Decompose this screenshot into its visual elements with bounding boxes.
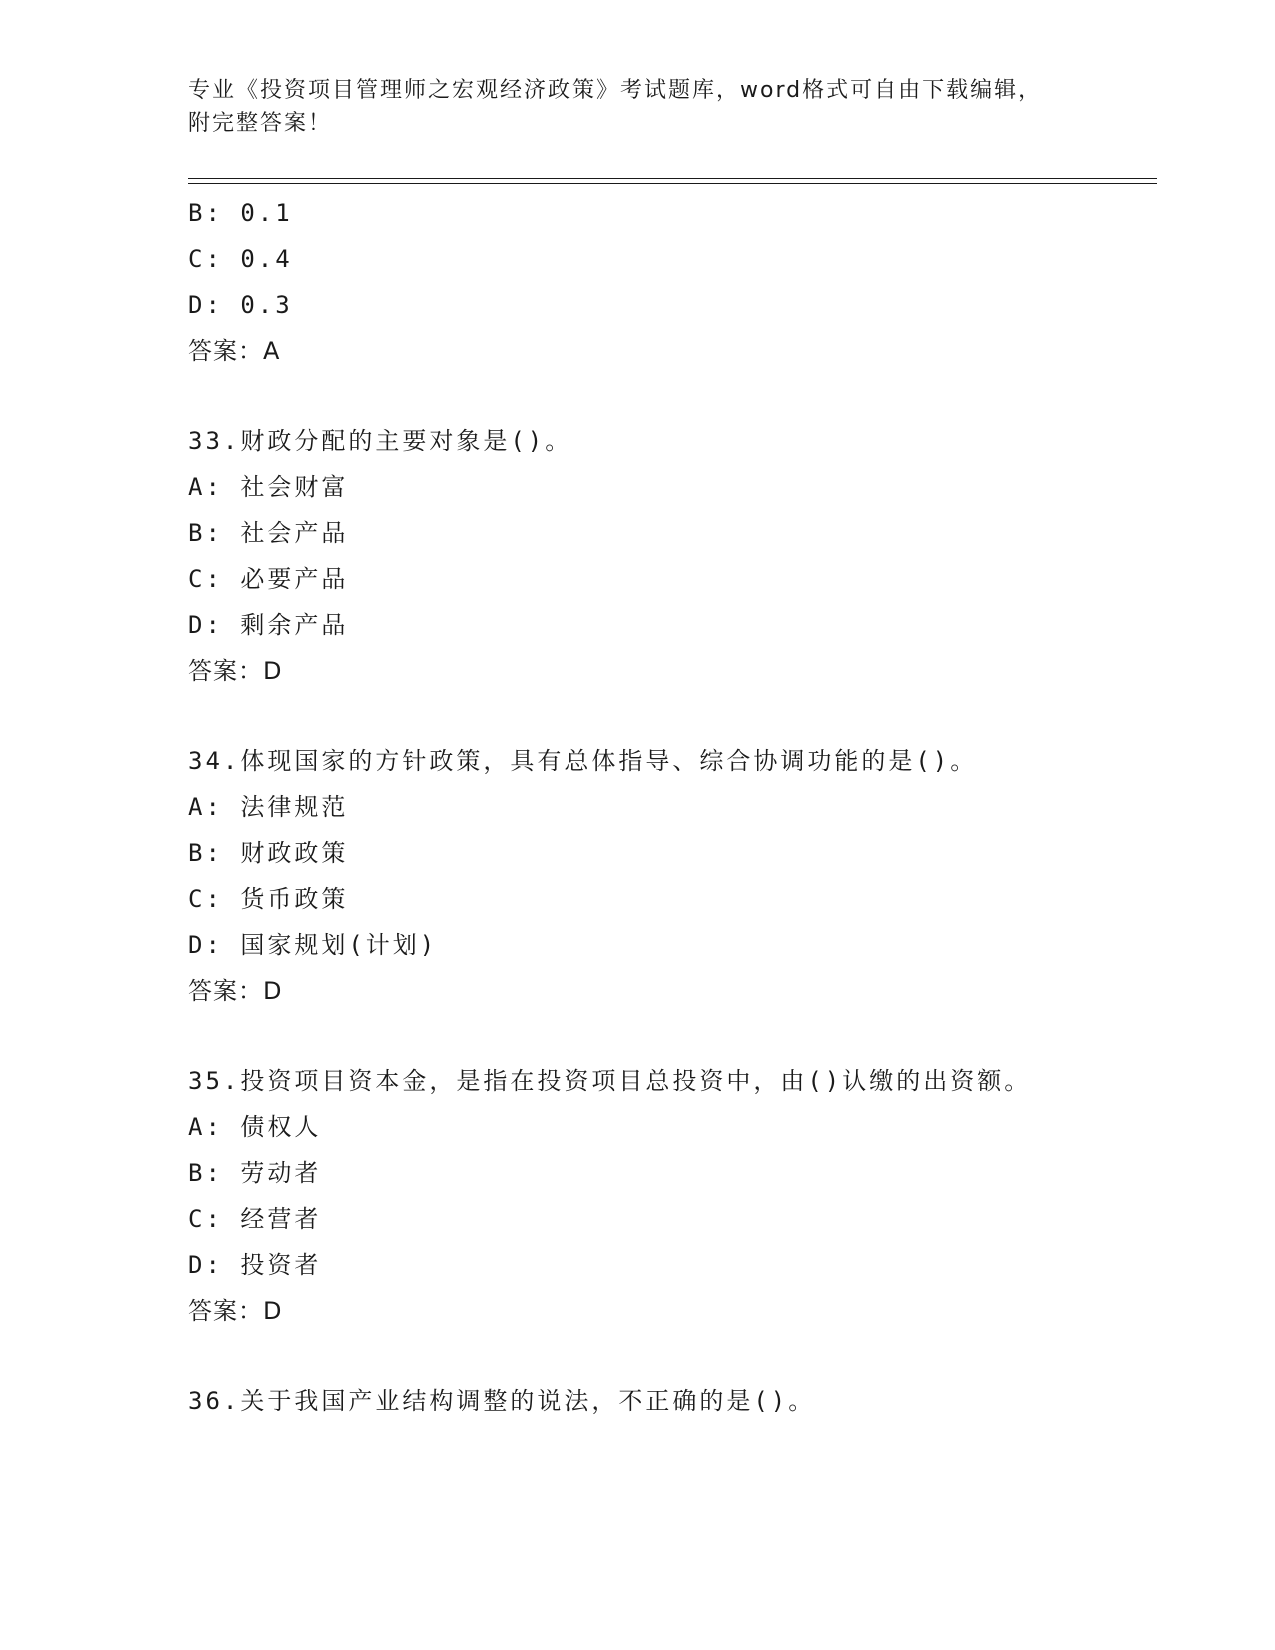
option-d: D: 国家规划(计划) xyxy=(188,931,438,959)
option-c: C: 货币政策 xyxy=(188,885,349,913)
option-b: B: 社会产品 xyxy=(188,519,349,547)
option-c: C: 必要产品 xyxy=(188,565,349,593)
header-line-2: 附完整答案！ xyxy=(188,111,333,136)
option-b: B: 0.1 xyxy=(188,199,293,227)
option-d: D: 剩余产品 xyxy=(188,611,349,639)
option-d: D: 投资者 xyxy=(188,1251,322,1279)
option-c: C: 经营者 xyxy=(188,1205,322,1233)
header-line-1: 专业《投资项目管理师之宏观经济政策》考试题库，word格式可自由下载编辑， xyxy=(188,78,1043,103)
option-b: B: 劳动者 xyxy=(188,1159,322,1187)
option-a: A: 债权人 xyxy=(188,1113,322,1141)
question-block-35 xyxy=(188,1058,1157,1334)
option-b: B: 财政政策 xyxy=(188,839,349,867)
answer-line: 答案：D xyxy=(188,1297,283,1325)
answer-line: 答案：D xyxy=(188,977,283,1005)
question-block-34 xyxy=(188,738,1157,1014)
question-stem: 35.投资项目资本金，是指在投资项目总投资中，由()认缴的出资额。 xyxy=(188,1067,1032,1095)
question-stem: 33.财政分配的主要对象是()。 xyxy=(188,427,573,455)
option-c: C: 0.4 xyxy=(188,245,293,273)
document-header xyxy=(188,74,1088,140)
header-divider-top xyxy=(188,178,1157,179)
question-block-32 xyxy=(188,190,1157,374)
question-stem: 36.关于我国产业结构调整的说法，不正确的是()。 xyxy=(188,1387,816,1415)
option-d: D: 0.3 xyxy=(188,291,293,319)
header-divider-bottom xyxy=(188,183,1157,184)
question-block-36 xyxy=(188,1378,1157,1424)
question-list xyxy=(188,190,1157,1424)
answer-line: 答案：A xyxy=(188,337,281,365)
answer-line: 答案：D xyxy=(188,657,283,685)
question-stem: 34.体现国家的方针政策，具有总体指导、综合协调功能的是()。 xyxy=(188,747,978,775)
option-a: A: 法律规范 xyxy=(188,793,349,821)
option-a: A: 社会财富 xyxy=(188,473,349,501)
question-block-33 xyxy=(188,418,1157,694)
